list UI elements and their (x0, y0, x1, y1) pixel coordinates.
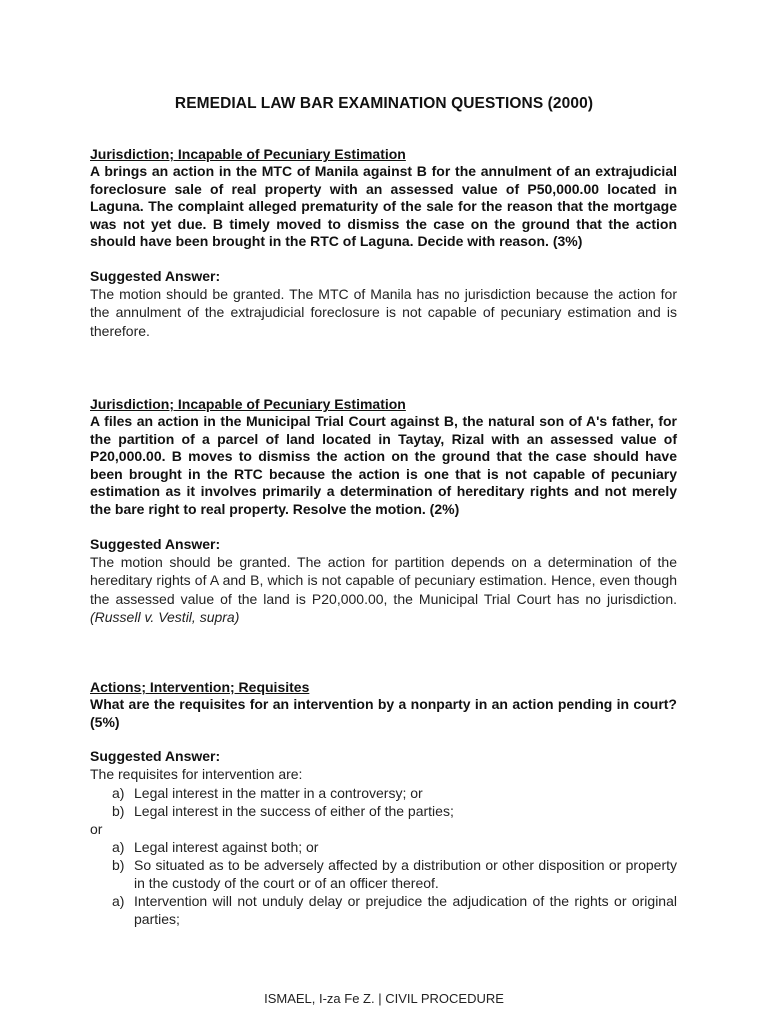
question-block-1 (90, 146, 677, 340)
list-item-text: So situated as to be adversely affected by a distribution or other disposition or property in the custody of the court or of an officer thereof. (134, 856, 677, 891)
answer-text (90, 553, 677, 627)
list-item-text: Intervention will not unduly delay or prejudice the adjudication of the rights or original parties; (134, 892, 677, 927)
or-separator: or (90, 820, 103, 837)
list-item (90, 856, 677, 892)
list-marker: a) (112, 838, 125, 855)
question-block-3 (90, 679, 677, 928)
section-heading: Jurisdiction; Incapable of Pecuniary Estimation (90, 146, 406, 162)
list-item-text: Legal interest against both; or (134, 838, 319, 855)
case-citation: (Russell v. Vestil, supra) (90, 609, 240, 626)
answer-label: Suggested Answer: (90, 748, 221, 765)
answer-label: Suggested Answer: (90, 535, 221, 552)
question-block-2 (90, 396, 677, 627)
answer-label: Suggested Answer: (90, 267, 221, 284)
list-marker: b) (112, 856, 125, 873)
answer-text: The motion should be granted. The MTC of Manila has no jurisdiction because the action for the annulment of the extrajudicial foreclosure is not capable of pecuniary estimation and is therefore. (90, 285, 677, 339)
page-footer: ISMAEL, I-za Fe Z. | CIVIL PROCEDURE (264, 991, 504, 1006)
list-item (90, 802, 677, 820)
page-title: REMEDIAL LAW BAR EXAMINATION QUESTIONS (2000) (174, 95, 594, 112)
question-text: A files an action in the Municipal Trial Court against B, the natural son of A's father, for the partition of a parcel of land located in Taytay, Rizal with an assessed value of P20,000.00. B moves to dismiss the action on the ground that the case should have been brought in the RTC because the action is one that is not capable of pecuniary estimation as it involves primarily a determination of hereditary rights and not merely the bare right to real property. Resolve the motion. (2%) (90, 413, 677, 517)
list-item-text: Legal interest in the matter in a controversy; or (134, 784, 423, 801)
answer-intro: The requisites for intervention are: (90, 766, 303, 783)
section-heading: Actions; Intervention; Requisites (90, 679, 310, 695)
list-marker: a) (112, 892, 125, 909)
list-item (90, 892, 677, 928)
question-text: What are the requisites for an intervention by a nonparty in an action pending in court? (5%) (90, 696, 677, 730)
answer-body: The motion should be granted. The action for partition depends on a determination of the hereditary rights of A and B, which is not capable of pecuniary estimation. Hence, even though the assessed value of the land is P20,000.00, the Municipal Trial Court has no jurisdiction. (90, 553, 677, 607)
list-item (90, 838, 677, 856)
list-item-text: Legal interest in the success of either of the parties; (134, 802, 454, 819)
list-marker: b) (112, 802, 125, 819)
requisites-list-2 (90, 838, 677, 928)
question-text: A brings an action in the MTC of Manila against B for the annulment of an extrajudicial foreclosure sale of real property with an assessed value of P50,000.00 located in Laguna. The complaint alleged prematurity of the sale for the reason that the mortgage was not yet due. B timely moved to dismiss the case on the ground that the action should have been brought in the RTC of Laguna. Decide with reason. (3%) (90, 163, 677, 250)
list-item (90, 784, 677, 802)
section-heading: Jurisdiction; Incapable of Pecuniary Estimation (90, 396, 406, 412)
requisites-list-1 (90, 784, 677, 820)
list-marker: a) (112, 784, 125, 801)
